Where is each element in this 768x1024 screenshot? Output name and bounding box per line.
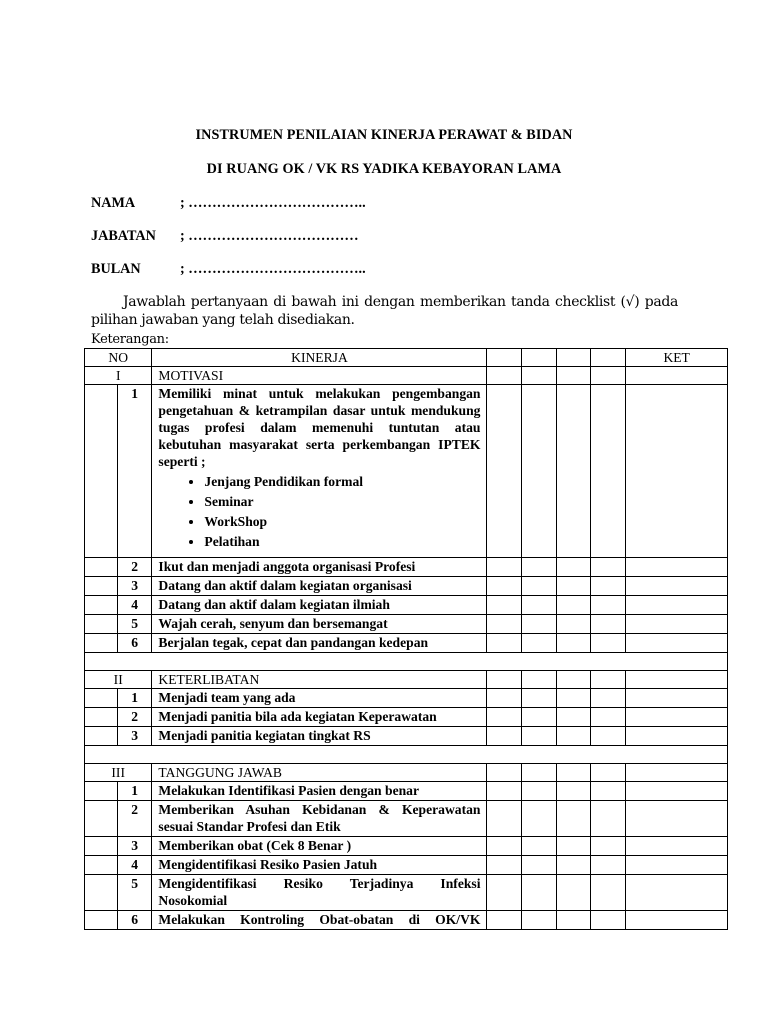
table-row (85, 875, 728, 911)
check-cell[interactable] (556, 727, 590, 746)
item-number-cell (85, 708, 152, 727)
check-cell[interactable] (487, 782, 521, 801)
list-item: • Jenjang Pendidikan formal (204, 472, 480, 492)
ket-cell[interactable] (626, 837, 728, 856)
item-number: 6 (131, 912, 139, 927)
table-row (85, 837, 728, 856)
check-cell[interactable] (556, 856, 590, 875)
item-text: Wajah cerah, senyum dan bersemangat (152, 615, 487, 634)
field-jabatan (91, 228, 359, 245)
check-cell[interactable] (487, 708, 521, 727)
check-cell[interactable] (591, 782, 626, 801)
table-row (85, 615, 728, 634)
ket-cell[interactable] (626, 385, 728, 558)
item-number: 2 (131, 559, 139, 574)
ket-cell[interactable] (626, 596, 728, 615)
check-cell[interactable] (487, 689, 521, 708)
check-cell[interactable] (591, 801, 626, 837)
check-cell[interactable] (556, 875, 590, 911)
item-text: Menjadi panitia kegiatan tingkat RS (152, 727, 487, 746)
item-number: 2 (131, 709, 139, 724)
table-row (85, 911, 728, 930)
check-cell[interactable] (487, 615, 521, 634)
instruction-text: Jawablah pertanyaan di bawah ini dengan memberikan tanda checklist (√) pada pilihan jawaban yang telah disediakan. (91, 294, 678, 328)
section-row-tanggung-jawab (85, 764, 728, 782)
check-cell[interactable] (521, 689, 556, 708)
check-cell[interactable] (521, 708, 556, 727)
check-cell[interactable] (591, 837, 626, 856)
field-value: ; ……………………………….. (180, 261, 366, 277)
keterangan-label: Keterangan: (91, 332, 169, 347)
field-label: JABATAN (91, 228, 156, 244)
item-text: Menjadi team yang ada (152, 689, 487, 708)
item-number-cell (85, 875, 152, 911)
ket-cell[interactable] (626, 708, 728, 727)
field-value: ; ……………………………… (180, 228, 359, 244)
check-cell[interactable] (591, 615, 626, 634)
check-cell[interactable] (521, 875, 556, 911)
check-cell[interactable] (591, 577, 626, 596)
item-number: 4 (131, 857, 139, 872)
list-item: • Pelatihan (204, 532, 480, 552)
ket-cell[interactable] (626, 577, 728, 596)
ket-cell[interactable] (626, 801, 728, 837)
spacer-cell (85, 653, 728, 671)
check-cell[interactable] (487, 596, 521, 615)
item-number-cell (85, 727, 152, 746)
check-cell[interactable] (556, 634, 590, 653)
check-cell[interactable] (521, 615, 556, 634)
section-title: TANGGUNG JAWAB (152, 764, 487, 782)
item-text: Memberikan obat (Cek 8 Benar ) (152, 837, 487, 856)
check-cell[interactable] (591, 558, 626, 577)
item-number-cell (85, 634, 152, 653)
check-cell[interactable] (487, 385, 521, 558)
table-row (85, 634, 728, 653)
check-cell[interactable] (591, 875, 626, 911)
check-cell[interactable] (487, 837, 521, 856)
section-title: MOTIVASI (152, 367, 487, 385)
item-number: 1 (131, 690, 139, 705)
item-number: 3 (131, 578, 139, 593)
item-text: Memberikan Asuhan Kebidanan & Keperawatan sesuai Standar Profesi dan Etik (152, 801, 487, 837)
check-cell[interactable] (521, 911, 556, 930)
item-text: Melakukan Identifikasi Pasien dengan benar (152, 782, 487, 801)
check-cell[interactable] (556, 911, 590, 930)
check-cell[interactable] (591, 385, 626, 558)
section-number: II (85, 671, 152, 689)
item-number-cell (85, 596, 152, 615)
check-cell[interactable] (521, 764, 556, 782)
check-cell[interactable] (556, 782, 590, 801)
document-subtitle: DI RUANG OK / VK RS YADIKA KEBAYORAN LAMA (206, 161, 562, 177)
check-cell[interactable] (487, 875, 521, 911)
header-ket: KET (626, 349, 728, 367)
check-cell[interactable] (591, 596, 626, 615)
field-nama (91, 195, 366, 212)
check-cell[interactable] (487, 856, 521, 875)
header-no: NO (85, 349, 152, 367)
check-cell[interactable] (591, 764, 626, 782)
list-item: • WorkShop (204, 512, 480, 532)
spacer-row (85, 653, 728, 671)
check-cell[interactable] (521, 801, 556, 837)
field-bulan (91, 261, 366, 278)
ket-cell[interactable] (626, 727, 728, 746)
check-cell[interactable] (556, 615, 590, 634)
checkbox-column (591, 349, 626, 367)
check-cell[interactable] (556, 577, 590, 596)
check-cell[interactable] (487, 911, 521, 930)
check-cell[interactable] (556, 596, 590, 615)
check-cell[interactable] (521, 385, 556, 558)
ket-cell[interactable] (626, 764, 728, 782)
check-cell[interactable] (521, 837, 556, 856)
check-cell[interactable] (521, 634, 556, 653)
item-number: 3 (131, 728, 139, 743)
assessment-table (84, 348, 728, 930)
item-number-cell (85, 689, 152, 708)
spacer-row (85, 746, 728, 764)
item-number: 1 (131, 386, 139, 401)
table-row (85, 782, 728, 801)
check-cell[interactable] (591, 367, 626, 385)
item-number-cell (85, 856, 152, 875)
table-row (85, 856, 728, 875)
spacer-cell (85, 746, 728, 764)
item-number-cell (85, 837, 152, 856)
check-cell[interactable] (487, 634, 521, 653)
check-cell[interactable] (556, 558, 590, 577)
check-cell[interactable] (521, 671, 556, 689)
check-cell[interactable] (521, 577, 556, 596)
table-row (85, 708, 728, 727)
check-cell[interactable] (591, 727, 626, 746)
ket-cell[interactable] (626, 856, 728, 875)
item-number-cell (85, 782, 152, 801)
check-cell[interactable] (556, 708, 590, 727)
item-number: 1 (131, 783, 139, 798)
check-cell[interactable] (556, 367, 590, 385)
check-cell[interactable] (556, 671, 590, 689)
ket-cell[interactable] (626, 615, 728, 634)
document-title: INSTRUMEN PENILAIAN KINERJA PERAWAT & BIDAN (195, 127, 573, 143)
check-cell[interactable] (487, 727, 521, 746)
table-row (85, 558, 728, 577)
ket-cell[interactable] (626, 367, 728, 385)
check-cell[interactable] (521, 367, 556, 385)
item-number: 4 (131, 597, 139, 612)
table-row (85, 577, 728, 596)
item-number-cell (85, 558, 152, 577)
check-cell[interactable] (521, 856, 556, 875)
header-kinerja: KINERJA (152, 349, 487, 367)
check-cell[interactable] (521, 727, 556, 746)
check-cell[interactable] (487, 764, 521, 782)
item-text: Mengidentifikasi Resiko Terjadinya Infeksi Nosokomial (152, 875, 487, 911)
item-number-cell (85, 577, 152, 596)
item-text: Datang dan aktif dalam kegiatan organisasi (152, 577, 487, 596)
checkbox-column (521, 349, 556, 367)
section-number: I (85, 367, 152, 385)
item-text: Menjadi panitia bila ada kegiatan Keperawatan (152, 708, 487, 727)
check-cell[interactable] (556, 689, 590, 708)
item-number-cell (85, 911, 152, 930)
check-cell[interactable] (487, 577, 521, 596)
item-number: 2 (131, 802, 139, 817)
item-text (152, 385, 487, 558)
table-row (85, 596, 728, 615)
check-cell[interactable] (556, 385, 590, 558)
check-cell[interactable] (521, 782, 556, 801)
check-cell[interactable] (521, 558, 556, 577)
list-item: • Seminar (204, 492, 480, 512)
item-text: Mengidentifikasi Resiko Pasien Jatuh (152, 856, 487, 875)
check-cell[interactable] (591, 671, 626, 689)
field-label: NAMA (91, 195, 136, 211)
ket-cell[interactable] (626, 558, 728, 577)
item-text: Berjalan tegak, cepat dan pandangan kedepan (152, 634, 487, 653)
check-cell[interactable] (591, 634, 626, 653)
section-row-motivasi (85, 367, 728, 385)
item-number: 5 (131, 616, 139, 631)
item-text: Ikut dan menjadi anggota organisasi Profesi (152, 558, 487, 577)
ket-cell[interactable] (626, 634, 728, 653)
field-label: BULAN (91, 261, 141, 277)
item-description: Memiliki minat untuk melakukan pengembangan pengetahuan & ketrampilan dasar untuk mendukung tugas profesi dalam memenuhi tuntutan atau kebutuhan masyarakat serta perkembangan IPTEK seperti ; (158, 386, 481, 469)
item-text: Datang dan aktif dalam kegiatan ilmiah (152, 596, 487, 615)
table-row (85, 727, 728, 746)
section-title: KETERLIBATAN (152, 671, 487, 689)
check-cell[interactable] (521, 596, 556, 615)
table-header-row (85, 349, 728, 367)
checkbox-column (556, 349, 590, 367)
check-cell[interactable] (487, 558, 521, 577)
check-cell[interactable] (487, 671, 521, 689)
item-number-cell (85, 385, 152, 558)
check-cell[interactable] (556, 801, 590, 837)
table-row (85, 689, 728, 708)
check-cell[interactable] (556, 837, 590, 856)
check-cell[interactable] (591, 708, 626, 727)
check-cell[interactable] (591, 911, 626, 930)
item-number-cell (85, 615, 152, 634)
table-row (85, 385, 728, 558)
item-number: 6 (131, 635, 139, 650)
section-row-keterlibatan (85, 671, 728, 689)
ket-cell[interactable] (626, 689, 728, 708)
check-cell[interactable] (487, 801, 521, 837)
check-cell[interactable] (556, 764, 590, 782)
checkbox-column (487, 349, 521, 367)
item-number: 5 (131, 876, 139, 891)
item-text: Melakukan Kontroling Obat-obatan di OK/VK (152, 911, 487, 930)
ket-cell[interactable] (626, 782, 728, 801)
table-row (85, 801, 728, 837)
section-number: III (85, 764, 152, 782)
bullet-list (158, 472, 480, 552)
check-cell[interactable] (591, 689, 626, 708)
item-number-cell (85, 801, 152, 837)
check-cell[interactable] (487, 367, 521, 385)
ket-cell[interactable] (626, 875, 728, 911)
check-cell[interactable] (591, 856, 626, 875)
ket-cell[interactable] (626, 911, 728, 930)
ket-cell[interactable] (626, 671, 728, 689)
field-value: ; ……………………………….. (180, 195, 366, 211)
item-number: 3 (131, 838, 139, 853)
